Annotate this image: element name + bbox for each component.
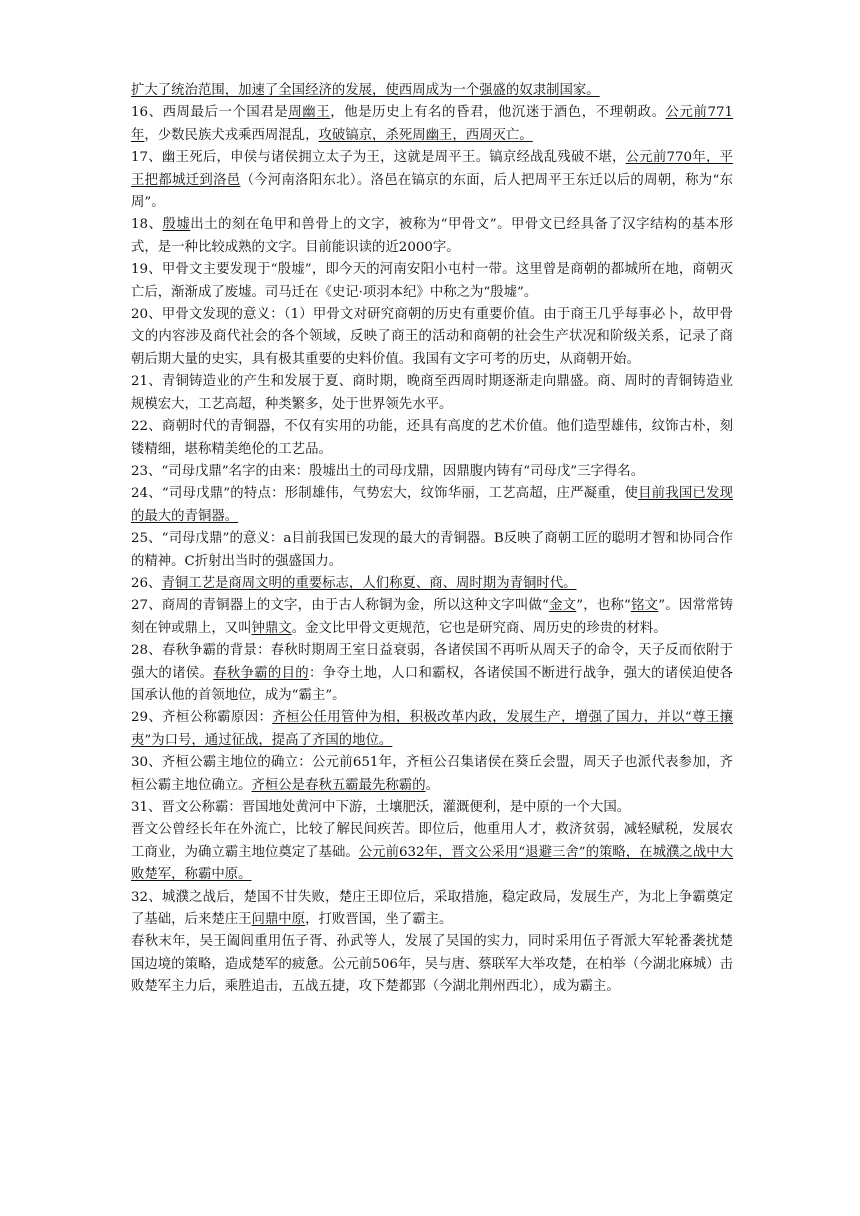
paragraph (131, 931, 733, 998)
underlined-text: 钟鼎文 (251, 620, 292, 636)
paragraph (131, 461, 733, 483)
text-run: 30、齐桓公霸主地位的确立：公元前651年，齐桓公召集诸侯在葵丘会盟，周天子也派代表参加，齐桓公霸主地位确立。 (131, 755, 733, 793)
underlined-text: 目前我国已发现的最大的青铜器。 (131, 486, 734, 524)
underlined-text: 公元前770年，平王把都城迁到洛邑 (131, 150, 733, 188)
underlined-text: 铭文 (630, 598, 659, 614)
text-run: 16、西周最后一个国君是 (131, 105, 289, 121)
document-body (131, 80, 733, 999)
text-run: 17、幽王死后，申侯与诸侯拥立太子为王，这就是周平王。镐京经战乱残破不堪， (131, 150, 626, 166)
underlined-text: 扩大了统治范围，加速了全国经济的发展，使西周成为一个强盛的奴隶制国家。 (131, 83, 600, 98)
underlined-text: 齐桓公任用管仲为相，积极改革内政，发展生产，增强了国力，并以“尊王攘夷”为口号，通过征战，提高了齐国的地位。 (131, 710, 734, 748)
text-run: 29、齐桓公称霸原因： (131, 710, 273, 726)
text-run: 18、 (131, 217, 163, 233)
text-run: 26、 (131, 575, 162, 591)
paragraph (131, 752, 733, 797)
text-run: 。 (425, 777, 439, 793)
paragraph (131, 887, 733, 932)
paragraph (131, 595, 733, 640)
paragraph (131, 80, 733, 102)
underlined-text: 金文 (548, 598, 577, 614)
paragraph (131, 573, 733, 595)
underlined-text: 殷墟 (162, 217, 191, 233)
paragraph (131, 371, 733, 416)
paragraph (131, 707, 733, 752)
underlined-text: 攻破镐京，杀死周幽王，西周灭亡。 (318, 127, 533, 143)
paragraph (131, 147, 733, 214)
text-run: 25、“司母戊鼎”的意义：a目前我国已发现的最大的青铜器。B反映了商朝工匠的聪明才智和协同合作的精神。C折射出当时的强盛国力。 (131, 531, 733, 569)
text-run: 晋文公曾经长年在外流亡，比较了解民间疾苦。即位后，他重用人才，救济贫弱，减轻赋税，发展农工商业，为确立霸主地位奠定了基础。 (131, 822, 733, 860)
paragraph (131, 416, 733, 461)
underlined-text: 周幽王 (288, 105, 331, 121)
text-run: 32、城濮之战后，楚国不甘失败，楚庄王即位后，采取措施，稳定政局，发展生产，为北上争霸奠定了基础，后来楚庄王 (131, 889, 733, 928)
text-run: 20、甲骨文发现的意义：（1）甲骨文对研究商朝的历史有重要价值。由于商王几乎每事必卜，故甲骨文的内容涉及商代社会的各个领域，反映了商王的活动和商朝的社会生产状况和阶级关系，记录了商朝后期大量的史实，具有极其重要的史料价值。我国有文字可考的历史，从商朝开始。 (131, 307, 733, 367)
underlined-text: 公元前632年，晋文公采用“退避三舍”的策略，在城濮之战中大败楚军，称霸中原。 (131, 844, 734, 883)
text-run: 23、“司母戊鼎”名字的由来：殷墟出土的司母戊鼎，因鼎腹内铸有“司母戊”三字得名。 (131, 463, 645, 479)
text-run: ，打败晋国，坐了霸主。 (305, 912, 453, 928)
text-run: ：争夺土地，人口和霸权，各诸侯国不断进行战争，强大的诸侯迫使各国承认他的首领地位，成为“霸主”。 (131, 665, 734, 703)
text-run: 春秋末年，吴王阖闾重用伍子胥、孙武等人，发展了吴国的实力，同时采用伍子胥派大军轮番袭扰楚国边境的策略，造成楚军的疲惫。公元前506年，吴与唐、蔡联军大举攻楚，在柏举（今湖北麻城）击败楚军主力后，乘胜追击，五战五捷，攻下楚都郢（今湖北荆州西北），成为霸主。 (131, 934, 733, 995)
underlined-text: 青铜工艺是商周文明的重要标志，人们称夏、商、周时期为青铜时代。 (161, 575, 577, 591)
text-run: ”。因常常铸刻在钟或鼎上，又叫 (131, 598, 733, 636)
text-run: 21、青铜铸造业的产生和发展于夏、商时期，晚商至西周时期逐渐走向鼎盛。商、周时的青铜铸造业规模宏大，工艺高超，种类繁多，处于世界领先水平。 (131, 374, 733, 412)
text-run: 28、春秋争霸的背景：春秋时期周王室日益衰弱，各诸侯国不再听从周天子的命令，天子反而依附于强大的诸侯。 (131, 643, 733, 681)
text-run: 19、甲骨文主要发现于“殷墟”，即今天的河南安阳小屯村一带。这里曾是商朝的都城所在地，商朝灭亡后，渐渐成了废墟。司马迁在《史记·项羽本纪》中称之为“殷墟”。 (131, 262, 733, 300)
paragraph (131, 304, 733, 371)
paragraph (131, 259, 733, 304)
paragraph (131, 214, 733, 259)
paragraph (131, 102, 733, 147)
underlined-text: 问鼎中原 (251, 912, 306, 928)
text-run: ，少数民族犬戎乘西周混乱， (144, 127, 319, 143)
text-run: ”，也称“ (576, 598, 631, 614)
text-run: （今河南洛阳东北）。洛邑在镐京的东面，后人把周平王东迁以后的周朝，称为“东周”。 (131, 172, 733, 211)
underlined-text: 春秋争霸的目的 (213, 665, 309, 681)
paragraph (131, 483, 733, 528)
text-run: 31、晋文公称霸：晋国地处黄河中下游，土壤肥沃，灌溉便利，是中原的一个大国。 (131, 800, 631, 815)
underlined-text: 公元前771年 (131, 105, 734, 143)
text-run: 24、“司母戊鼎”的特点：形制雄伟，气势宏大，纹饰华丽，工艺高超，庄严凝重，使 (131, 486, 639, 502)
paragraph (131, 640, 733, 707)
text-run: 出土的刻在龟甲和兽骨上的文字，被称为“甲骨文”。甲骨文已经具备了汉字结构的基本形式，是一种比较成熟的文字。目前能识读的近2000字。 (131, 217, 733, 255)
paragraph (131, 528, 733, 573)
text-run: 22、商朝时代的青铜器，不仅有实用的功能，还具有高度的艺术价值。他们造型雄伟，纹饰古朴，刻镂精细，堪称精美绝伦的工艺品。 (131, 419, 733, 457)
paragraph (131, 797, 733, 819)
underlined-text: 齐桓公是春秋五霸最先称霸的 (251, 777, 426, 793)
text-run: 。金文比甲骨文更规范，它也是研究商、周历史的珍贵的材料。 (291, 620, 667, 636)
text-run: ，他是历史上有名的昏君，他沉迷于酒色，不理朝政。 (330, 105, 666, 121)
paragraph (131, 819, 733, 886)
text-run: 27、商周的青铜器上的文字，由于古人称铜为金，所以这种文字叫做“ (131, 598, 549, 614)
